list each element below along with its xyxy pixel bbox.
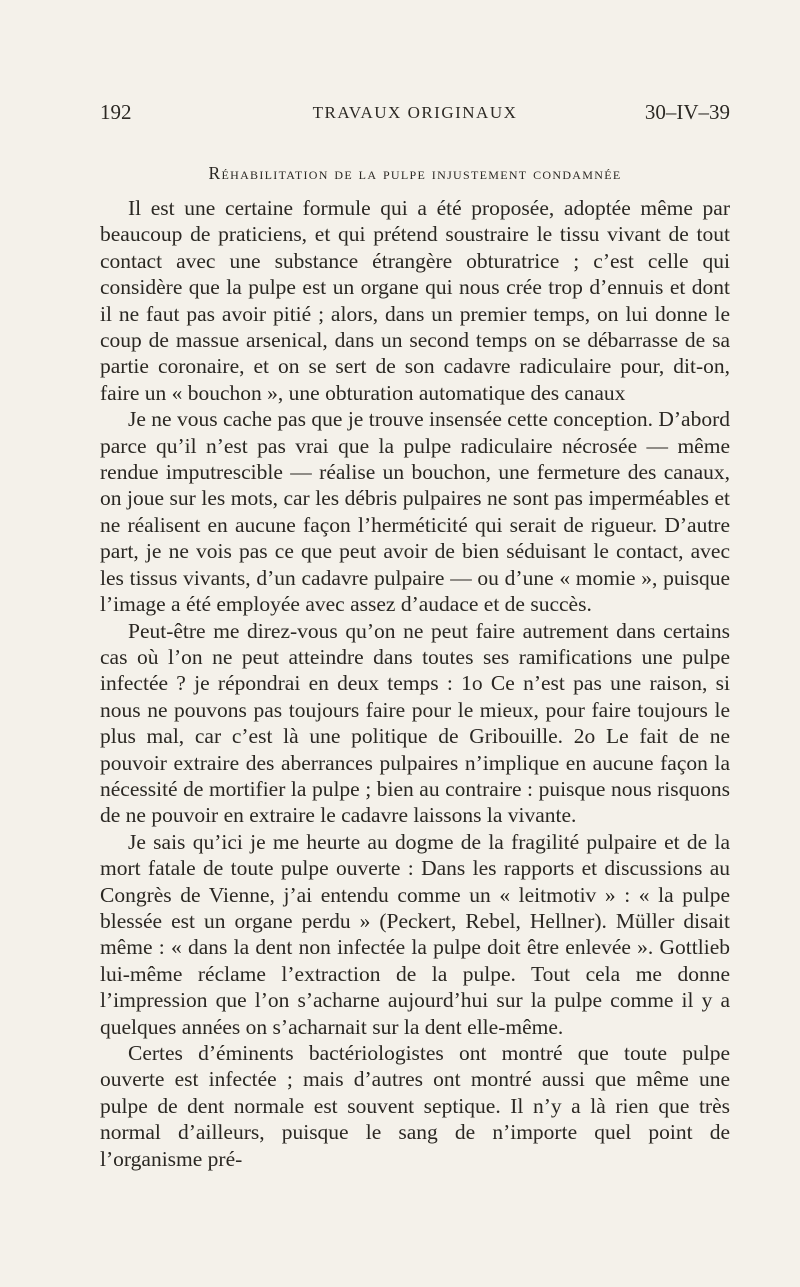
issue-date: 30–IV–39 (644, 100, 730, 124)
paragraph: Certes d’éminents bactériologistes ont montré que toute pulpe ouverte est infectée ; mais d’autres ont montré aussi que même une pulpe de dent normale est souvent septique. Il n’y a là rien que très normal d’ailleurs, puisque le sang de n’importe quel point de l’organisme pré- (100, 1041, 730, 1171)
paragraph: Je sais qu’ici je me heurte au dogme de la fragilité pulpaire et de la mort fatale de toute pulpe ouverte : Dans les rapports et discussions au Congrès de Vienne, j’ai entendu comme un « leitmotiv » : « la pulpe blessée est un organe perdu » (Peckert, Rebel, Hellner). Müller disait même : « dans la dent non infectée la pulpe doit être enlevée ». Gottlieb lui-même réclame l’extraction de la pulpe. Tout cela me donne l’impression que l’on s’acharne aujourd’hui sur la pulpe comme il y a quelques années on s’acharnait sur la dent elle-même. (100, 829, 730, 1039)
section-heading: Réhabilitation de la pulpe injustement condamnée (208, 163, 622, 183)
running-header (100, 100, 730, 130)
paragraph: Peut-être me direz-vous qu’on ne peut faire autrement dans certains cas où l’on ne peut atteindre dans toutes ses ramifications une pulpe infectée ? je répondrai en deux temps : 1o Ce n’est pas une raison, si nous ne pouvons pas toujours faire pour le mieux, pour faire toujours le plus mal, car c’est là une politique de Gribouille. 2o Le fait de ne pouvoir extraire des aberrances pulpaires n’implique en aucune façon la nécessité de mortifier la pulpe ; bien au contraire : puisque nous risquons de ne pouvoir en extraire le cadavre laissons la vivante. (100, 618, 730, 828)
page-number: 192 (100, 100, 132, 124)
paragraph: Je ne vous cache pas que je trouve insensée cette conception. D’abord parce qu’il n’est pas vrai que la pulpe radiculaire nécrosée — même rendue imputrescible — réalise un bouchon, une fermeture des canaux, on joue sur les mots, car les débris pulpaires ne sont pas imperméables et ne réalisent en aucune façon l’herméticité qui serait de rigueur. D’autre part, je ne vois pas ce que peut avoir de bien séduisant le contact, avec les tissus vivants, d’un cadavre pulpaire — ou d’une « momie », puisque l’image a été employée avec assez d’audace et de succès. (100, 407, 730, 617)
paragraph: Il est une certaine formule qui a été proposée, adoptée même par beaucoup de praticiens, et qui prétend soustraire le tissu vivant de tout contact avec une substance étrangère obturatrice ; c’est celle qui considère que la pulpe est un organe qui nous crée trop d’ennuis et dont il ne faut pas avoir pitié ; alors, dans un premier temps, on lui donne le coup de massue arsenical, dans un second temps on se débarrasse de sa partie coronaire, et on se sert de son cadavre radiculaire pour, dit-on, faire un « bouchon », une obturation automatique des canaux (100, 196, 730, 405)
running-title: TRAVAUX ORIGINAUX (312, 103, 518, 122)
article-body (100, 160, 730, 1172)
